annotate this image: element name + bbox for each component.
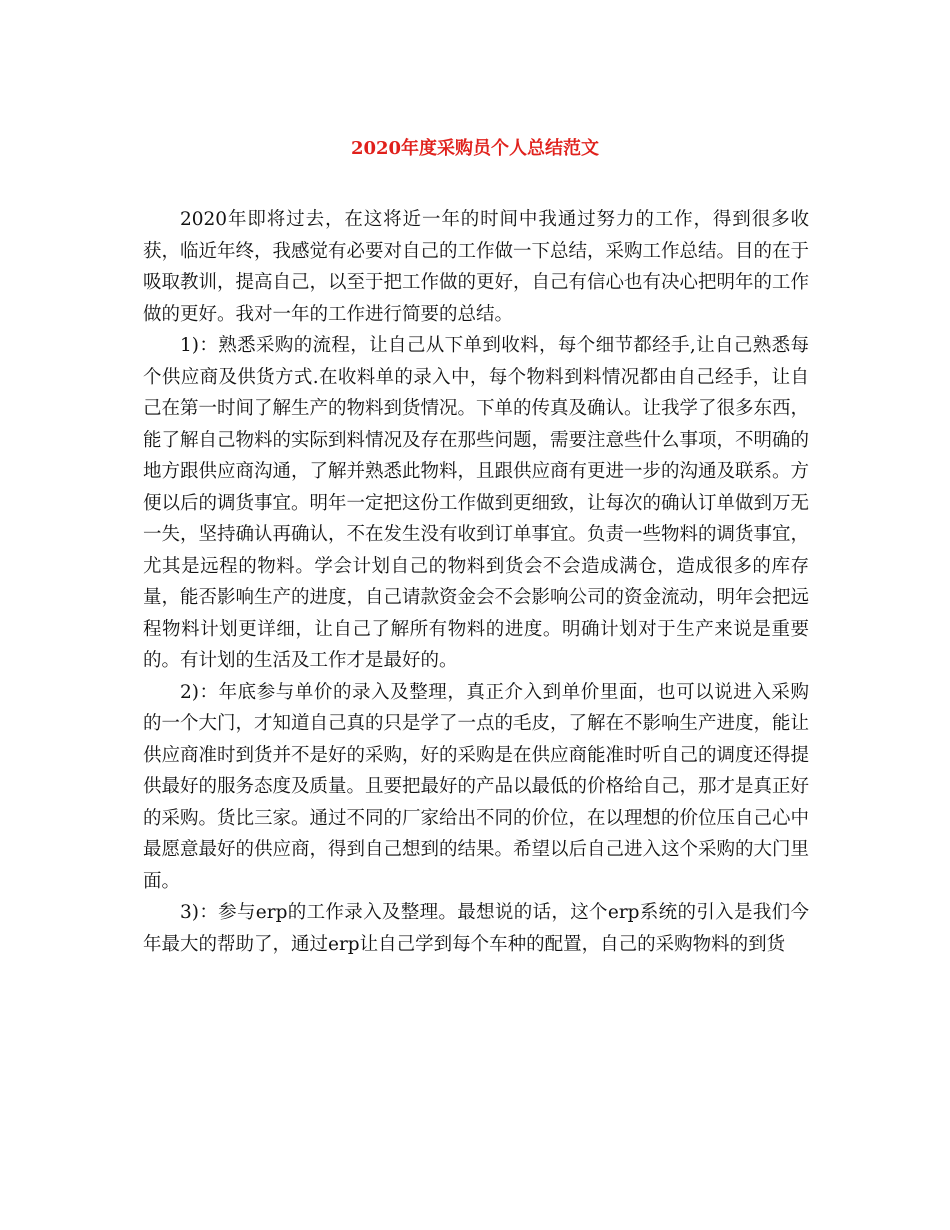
document-body <box>143 204 809 960</box>
paragraph-point-2: 2)：年底参与单价的录入及整理，真正介入到单价里面，也可以说进入采购的一个大门，才知道自己真的只是学了一点的毛皮，了解在不影响生产进度，能让供应商准时到货并不是好的采购，好的采购是在供应商能准时听自己的调度还得提供最好的服务态度及质量。且要把最好的产品以最低的价格给自己，那才是真正好的采购。货比三家。通过不同的厂家给出不同的价位，在以理想的价位压自己心中最愿意最好的供应商，得到自己想到的结果。希望以后自己进入这个采购的大门里面。 <box>143 681 810 892</box>
paragraph-point-1: 1)：熟悉采购的流程，让自己从下单到收料，每个细节都经手,让自己熟悉每个供应商及供货方式.在收料单的录入中，每个物料到料情况都由自己经手，让自己在第一时间了解生产的物料到货情况。下单的传真及确认。让我学了很多东西，能了解自己物料的实际到料情况及存在那些问题，需要注意些什么事项，不明确的地方跟供应商沟通，了解并熟悉此物料，且跟供应商有更进一步的沟通及联系。方便以后的调货事宜。明年一定把这份工作做到更细致，让每次的确认订单做到万无一失，坚持确认再确认，不在发生没有收到订单事宜。负责一些物料的调货事宜，尤其是远程的物料。学会计划自己的物料到货会不会造成满仓，造成很多的库存量，能否影响生产的进度，自己请款资金会不会影响公司的资金流动，明年会把远程物料计划更详细，让自己了解所有物料的进度。明确计划对于生产来说是重要的。有计划的生活及工作才是最好的。 <box>143 335 810 671</box>
paragraph-point-3: 3)：参与erp的工作录入及整理。最想说的话，这个erp系统的引入是我们今年最大的帮助了，通过erp让自己学到每个车种的配置，自己的采购物料的到货 <box>143 902 809 955</box>
document-title: 2020年度采购员个人总结范文 <box>350 138 600 159</box>
paragraph-intro: 2020年即将过去，在这将近一年的时间中我通过努力的工作，得到很多收获，临近年终，我感觉有必要对自己的工作做一下总结，采购工作总结。目的在于吸取教训，提高自己，以至于把工作做的更好，自己有信心也有决心把明年的工作做的更好。我对一年的工作进行简要的总结。 <box>143 209 810 325</box>
